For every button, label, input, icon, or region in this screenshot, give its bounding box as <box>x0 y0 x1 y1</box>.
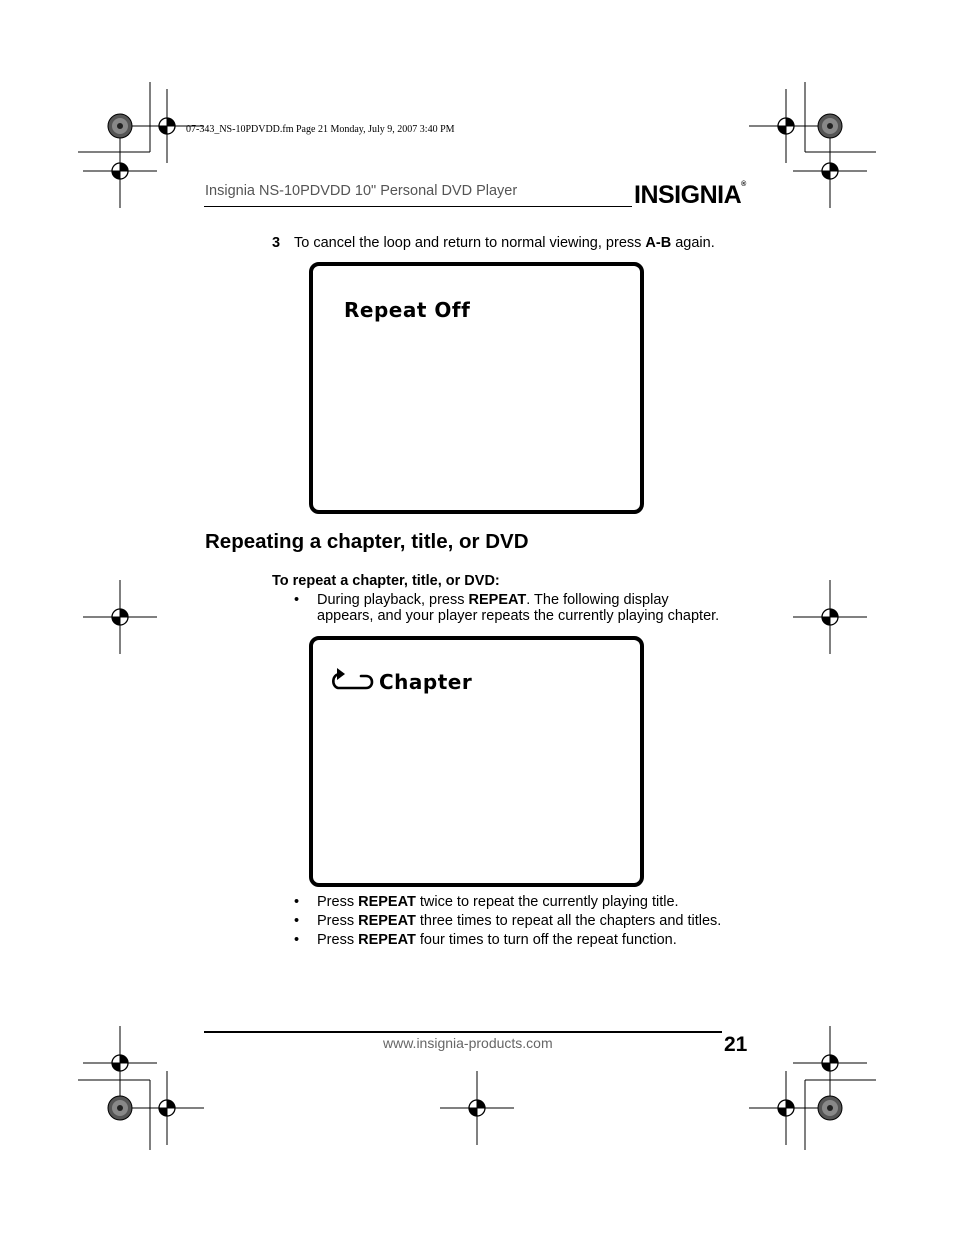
footer-rule <box>204 1031 722 1033</box>
header-title: Insignia NS-10PDVDD 10" Personal DVD Player <box>205 183 518 199</box>
bullet-dot: • <box>294 592 300 608</box>
screen-text-repeat-off: Repeat Off <box>344 298 471 322</box>
bullet-text: During playback, press REPEAT. The following display <box>317 592 669 608</box>
screen-chapter <box>309 636 644 887</box>
step-key: A-B <box>645 235 672 251</box>
step-text-after: again. <box>671 235 715 251</box>
bullet-dot: • <box>294 894 300 910</box>
header-rule <box>204 206 632 207</box>
page-number: 21 <box>724 1033 748 1056</box>
bullet-dot: • <box>294 913 300 929</box>
brand-name: INSIGNIA <box>634 181 742 209</box>
procedure-title: To repeat a chapter, title, or DVD: <box>272 573 500 589</box>
step-3 <box>272 235 715 251</box>
brand-logo <box>634 181 746 210</box>
footer-url: www.insignia-products.com <box>383 1035 553 1051</box>
bullet-dot: • <box>294 932 300 948</box>
repeat-icon <box>328 666 376 699</box>
bullet-text: Press REPEAT twice to repeat the currently playing title. <box>317 894 679 910</box>
screen-repeat-off <box>309 262 644 514</box>
screen-text-chapter: Chapter <box>379 670 473 694</box>
brand-mark: ® <box>741 181 746 188</box>
step-text-before: To cancel the loop and return to normal viewing, press <box>294 235 646 251</box>
step-number: 3 <box>272 235 281 251</box>
bullet-text-line2: appears, and your player repeats the currently playing chapter. <box>317 608 720 624</box>
section-title: Repeating a chapter, title, or DVD <box>205 530 529 553</box>
bullet-text: Press REPEAT four times to turn off the repeat function. <box>317 932 677 948</box>
print-info: 07-343_NS-10PDVDD.fm Page 21 Monday, July 9, 2007 3:40 PM <box>186 124 455 135</box>
bullet-text: Press REPEAT three times to repeat all the chapters and titles. <box>317 913 722 929</box>
